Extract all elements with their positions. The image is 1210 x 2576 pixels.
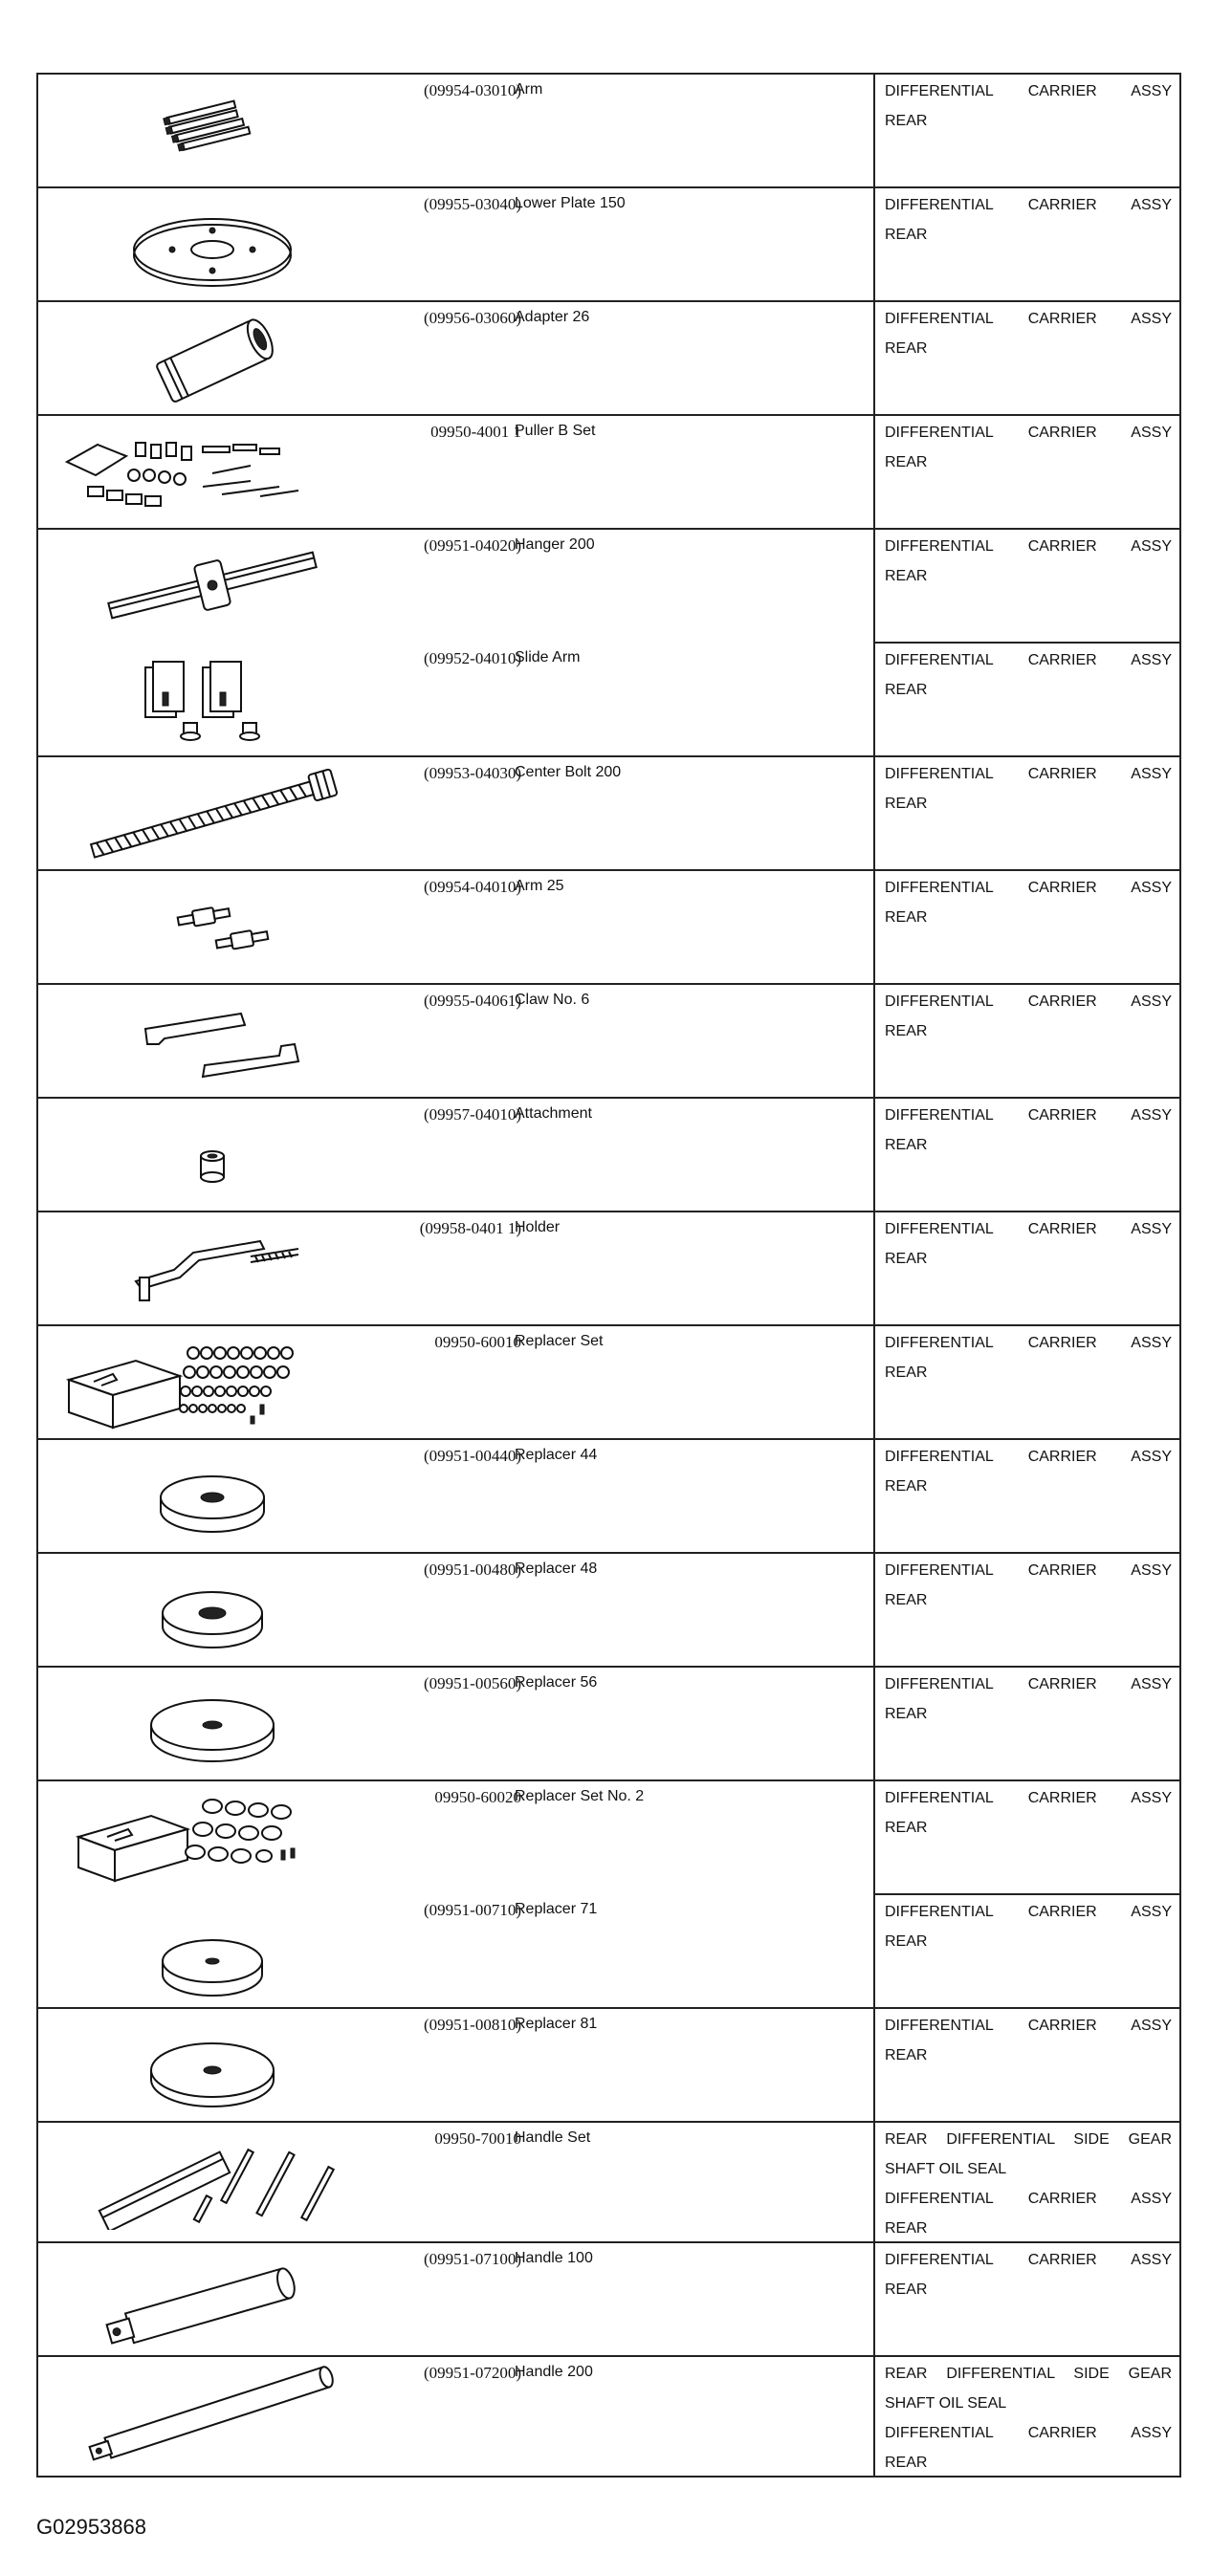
handle-100-icon xyxy=(59,2251,365,2350)
replacer-set-2-icon xyxy=(59,1789,365,1888)
usage-cell xyxy=(874,2008,1180,2122)
part-number: 09950-60010 xyxy=(434,1333,521,1351)
usage-line: REAR xyxy=(885,1364,928,1381)
usage-line: DIFFERENTIAL CARRIER ASSY xyxy=(885,1676,1172,1692)
usage-line: DIFFERENTIAL CARRIER ASSY xyxy=(885,1335,1172,1351)
tool-name: Center Bolt 200 xyxy=(515,764,622,780)
usage-line: REAR xyxy=(885,2455,928,2471)
tool-cell xyxy=(37,756,874,870)
usage-line: DIFFERENTIAL CARRIER ASSY xyxy=(885,1904,1172,1920)
lower-plate-icon xyxy=(59,196,365,295)
tool-name: Slide Arm xyxy=(515,649,581,666)
tool-name: Attachment xyxy=(515,1105,592,1122)
tool-name: Handle 200 xyxy=(515,2364,593,2380)
tool-cell xyxy=(37,643,874,756)
usage-cell xyxy=(874,984,1180,1098)
table-row xyxy=(37,643,1180,756)
table-row xyxy=(37,2242,1180,2356)
tool-cell xyxy=(37,1667,874,1780)
tool-cell xyxy=(37,187,874,301)
table-row xyxy=(37,1212,1180,1325)
part-number: (09956-03060) xyxy=(424,309,521,327)
handle-set-icon xyxy=(59,2130,365,2230)
usage-line: DIFFERENTIAL CARRIER ASSY xyxy=(885,1790,1172,1806)
usage-line: DIFFERENTIAL CARRIER ASSY xyxy=(885,2191,1172,2207)
part-number: (09955-04061) xyxy=(424,992,521,1010)
table-row xyxy=(37,74,1180,187)
table-row xyxy=(37,415,1180,529)
table-row xyxy=(37,2008,1180,2122)
tool-cell xyxy=(37,1894,874,2008)
table-row xyxy=(37,301,1180,415)
part-number: 09950-60020 xyxy=(434,1788,521,1806)
usage-cell xyxy=(874,643,1180,756)
usage-cell xyxy=(874,1894,1180,2008)
usage-cell xyxy=(874,2356,1180,2477)
usage-line: REAR xyxy=(885,1820,928,1836)
usage-line: DIFFERENTIAL CARRIER ASSY xyxy=(885,311,1172,327)
usage-cell xyxy=(874,301,1180,415)
usage-line: REAR xyxy=(885,2047,928,2063)
table-row xyxy=(37,529,1180,643)
tool-name: Puller B Set xyxy=(515,423,596,439)
usage-line: REAR xyxy=(885,1478,928,1495)
usage-line: DIFFERENTIAL CARRIER ASSY xyxy=(885,425,1172,441)
usage-cell xyxy=(874,415,1180,529)
tool-name: Holder xyxy=(515,1219,561,1235)
tool-cell xyxy=(37,1439,874,1553)
table-row xyxy=(37,1325,1180,1439)
usage-line: REAR xyxy=(885,1592,928,1608)
usage-line: REAR xyxy=(885,2281,928,2298)
usage-cell xyxy=(874,529,1180,643)
usage-line: REAR xyxy=(885,568,928,584)
tool-cell xyxy=(37,2008,874,2122)
usage-line: DIFFERENTIAL CARRIER ASSY xyxy=(885,538,1172,555)
puller-set-icon xyxy=(59,424,365,523)
usage-line: REAR xyxy=(885,113,928,129)
usage-line: SHAFT OIL SEAL xyxy=(885,2395,1007,2412)
usage-line: DIFFERENTIAL CARRIER ASSY xyxy=(885,2252,1172,2268)
usage-cell xyxy=(874,1325,1180,1439)
table-row xyxy=(37,2122,1180,2242)
tool-cell xyxy=(37,301,874,415)
tool-name: Replacer 48 xyxy=(515,1561,598,1577)
part-number: (09951-00560) xyxy=(424,1674,521,1692)
tool-cell xyxy=(37,2122,874,2242)
holder-icon xyxy=(59,1220,365,1320)
tool-name: Replacer 56 xyxy=(515,1674,598,1691)
sst-table xyxy=(36,73,1181,2478)
tool-cell xyxy=(37,1098,874,1212)
tool-cell xyxy=(37,1553,874,1667)
tool-name: Replacer 71 xyxy=(515,1901,598,1917)
usage-line: REAR xyxy=(885,1933,928,1950)
tool-name: Adapter 26 xyxy=(515,309,590,325)
replacer-disc-icon xyxy=(59,1448,365,1547)
tool-name: Replacer Set No. 2 xyxy=(515,1788,645,1804)
table-row xyxy=(37,1439,1180,1553)
handle-200-icon xyxy=(59,2365,365,2464)
usage-line: DIFFERENTIAL CARRIER ASSY xyxy=(885,1221,1172,1237)
usage-line: REAR xyxy=(885,1023,928,1039)
replacer-disc-icon xyxy=(59,1675,365,1775)
usage-cell xyxy=(874,756,1180,870)
usage-cell xyxy=(874,74,1180,187)
tool-name: Arm xyxy=(515,81,543,98)
tool-name: Lower Plate 150 xyxy=(515,195,626,211)
tool-name: Replacer 81 xyxy=(515,2016,598,2032)
tool-cell xyxy=(37,870,874,984)
part-number: (09951-00480) xyxy=(424,1561,521,1579)
tool-cell xyxy=(37,415,874,529)
tool-cell xyxy=(37,1212,874,1325)
replacer-disc-icon xyxy=(59,2017,365,2116)
usage-line: SHAFT OIL SEAL xyxy=(885,2161,1007,2177)
part-number: (09952-04010) xyxy=(424,649,521,667)
part-number: (09955-03040) xyxy=(424,195,521,213)
part-number: (09951-04020) xyxy=(424,536,521,555)
usage-line: DIFFERENTIAL CARRIER ASSY xyxy=(885,993,1172,1010)
usage-cell xyxy=(874,1553,1180,1667)
part-number: (09954-04010) xyxy=(424,878,521,896)
tool-name: Handle 100 xyxy=(515,2250,593,2266)
slide-arm-icon xyxy=(59,650,365,750)
table-row xyxy=(37,1098,1180,1212)
usage-line: REAR xyxy=(885,796,928,812)
center-bolt-icon xyxy=(59,765,365,864)
tool-name: Replacer 44 xyxy=(515,1447,598,1463)
tool-name: Replacer Set xyxy=(515,1333,604,1349)
table-row xyxy=(37,984,1180,1098)
part-number: (09954-03010) xyxy=(424,81,521,99)
usage-line: REAR xyxy=(885,227,928,243)
usage-line: DIFFERENTIAL CARRIER ASSY xyxy=(885,652,1172,668)
usage-line: DIFFERENTIAL CARRIER ASSY xyxy=(885,83,1172,99)
usage-cell xyxy=(874,1098,1180,1212)
tool-cell xyxy=(37,984,874,1098)
table-row xyxy=(37,2356,1180,2477)
adapter-sleeve-icon xyxy=(59,310,365,409)
tool-cell xyxy=(37,1325,874,1439)
usage-line: DIFFERENTIAL CARRIER ASSY xyxy=(885,2018,1172,2034)
usage-line: DIFFERENTIAL CARRIER ASSY xyxy=(885,766,1172,782)
tool-name: Arm 25 xyxy=(515,878,564,894)
usage-cell xyxy=(874,187,1180,301)
part-number: (09951-00810) xyxy=(424,2016,521,2034)
table-row xyxy=(37,1667,1180,1780)
table-row xyxy=(37,187,1180,301)
usage-line: REAR xyxy=(885,340,928,357)
usage-line: REAR xyxy=(885,2220,928,2237)
table-row xyxy=(37,870,1180,984)
tool-name: Handle Set xyxy=(515,2129,591,2146)
part-number: (09953-04030) xyxy=(424,764,521,782)
usage-cell xyxy=(874,2122,1180,2242)
figure-id: G02953868 xyxy=(36,2515,146,2539)
usage-cell xyxy=(874,870,1180,984)
tool-cell xyxy=(37,74,874,187)
part-number: 09950-4001 1 xyxy=(430,423,521,441)
usage-line: DIFFERENTIAL CARRIER ASSY xyxy=(885,2425,1172,2441)
part-number: (09951-00440) xyxy=(424,1447,521,1465)
replacer-disc-icon xyxy=(59,1561,365,1661)
attachment-icon xyxy=(59,1106,365,1206)
arm-rods-icon xyxy=(59,82,365,182)
replacer-set-icon xyxy=(59,1334,365,1433)
usage-line: DIFFERENTIAL CARRIER ASSY xyxy=(885,1107,1172,1124)
tool-cell xyxy=(37,1780,874,1894)
usage-line: REAR xyxy=(885,1706,928,1722)
tool-name: Claw No. 6 xyxy=(515,992,590,1008)
table-row xyxy=(37,1553,1180,1667)
part-number: (09951-07200) xyxy=(424,2364,521,2382)
part-number: (09951-07100) xyxy=(424,2250,521,2268)
table-row xyxy=(37,1780,1180,1894)
part-number: (09958-0401 1) xyxy=(419,1219,521,1237)
arm-25-icon xyxy=(59,879,365,978)
usage-cell xyxy=(874,1212,1180,1325)
usage-line: REAR xyxy=(885,682,928,698)
usage-cell xyxy=(874,1780,1180,1894)
part-number: (09951-00710) xyxy=(424,1901,521,1919)
tool-cell xyxy=(37,2356,874,2477)
table-row xyxy=(37,756,1180,870)
usage-line: DIFFERENTIAL CARRIER ASSY xyxy=(885,1449,1172,1465)
usage-cell xyxy=(874,2242,1180,2356)
usage-line: REAR xyxy=(885,1137,928,1153)
usage-line: DIFFERENTIAL CARRIER ASSY xyxy=(885,880,1172,896)
usage-line: REAR xyxy=(885,909,928,926)
usage-cell xyxy=(874,1667,1180,1780)
usage-line: DIFFERENTIAL CARRIER ASSY xyxy=(885,197,1172,213)
table-row xyxy=(37,1894,1180,2008)
hanger-icon xyxy=(59,537,365,637)
usage-line: REAR xyxy=(885,454,928,470)
usage-line: DIFFERENTIAL CARRIER ASSY xyxy=(885,1562,1172,1579)
usage-line: REAR DIFFERENTIAL SIDE GEAR xyxy=(885,2366,1172,2382)
claw-icon xyxy=(59,993,365,1092)
usage-cell xyxy=(874,1439,1180,1553)
part-number: (09957-04010) xyxy=(424,1105,521,1124)
tool-cell xyxy=(37,2242,874,2356)
usage-line: REAR DIFFERENTIAL SIDE GEAR xyxy=(885,2131,1172,2148)
replacer-disc-icon xyxy=(59,1902,365,2001)
part-number: 09950-70010 xyxy=(434,2129,521,2148)
usage-line: REAR xyxy=(885,1251,928,1267)
tool-cell xyxy=(37,529,874,643)
tool-name: Hanger 200 xyxy=(515,536,595,553)
